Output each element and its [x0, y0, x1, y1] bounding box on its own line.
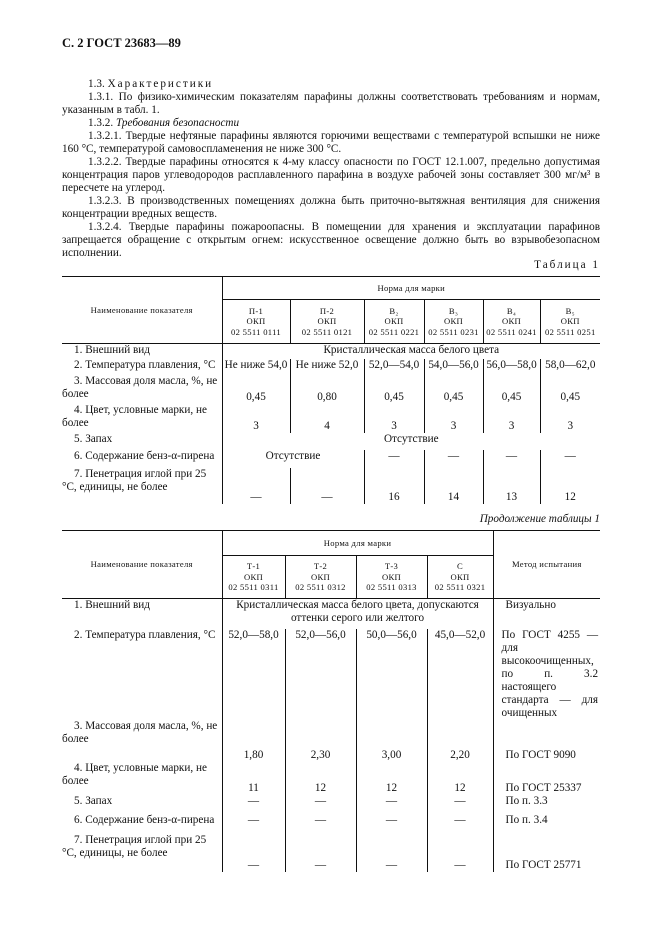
paragraph-1-3-2-4: 1.3.2.4. Твердые парафины пожароопасны. В помещении для хранения и эксплуатации парафинов запрещается обращение с открытым огнем: искусственное освещение должно быть во взрывобезопасном исполнении.	[62, 221, 600, 259]
grade-okp-label: ОКП	[381, 571, 402, 582]
grade-header	[483, 300, 540, 344]
table-row	[62, 450, 600, 468]
paragraph-1-3-2-2: 1.3.2.2. Твердые парафины относятся к 4-му классу опасности по ГОСТ 12.1.007, предельно допустимая концентрация паров углеводородов расплавленного парафина в воздухе рабочей зоны составляет 300 мг/м³ в пересчете на углерод.	[62, 156, 600, 194]
table-row	[62, 599, 600, 629]
grade-header	[222, 300, 290, 344]
row-value: 16	[364, 468, 424, 504]
grade-header	[540, 300, 600, 344]
row-value: —	[285, 814, 356, 834]
row-value: 52,0—54,0	[364, 359, 424, 375]
row-value: 12	[285, 762, 356, 795]
row-value: 3,00	[356, 720, 427, 762]
row-value: 12	[540, 468, 600, 504]
row-value: —	[424, 450, 483, 468]
grade-name: В₅	[565, 305, 575, 316]
body-text	[62, 78, 600, 260]
grade-okp-code: 02 5511 0312	[295, 582, 346, 593]
row-value: —	[222, 814, 285, 834]
column-header-name: Наименование показателя	[62, 531, 222, 599]
grade-name: В₃	[448, 305, 459, 316]
test-method: По п. 3.4	[493, 814, 600, 834]
paragraph-1-3-2-3: 1.3.2.3. В производственных помещениях должна быть приточно-вытяжная вентиляция для снижения концентрации вредных веществ.	[62, 195, 600, 220]
row-value: —	[427, 834, 493, 872]
grade-name: В₂	[389, 305, 399, 316]
grade-okp-code: 02 5511 0121	[301, 326, 353, 337]
column-header-name: Наименование показателя	[62, 277, 222, 344]
row-value-merged: Отсутствие	[222, 450, 364, 468]
column-header-group: Норма для марки	[222, 277, 600, 300]
row-value: 45,0—52,0	[427, 629, 493, 720]
row-label: 6. Содержание бенз-α-пирена	[74, 449, 215, 462]
row-label: 7. Пенетрация иглой при 25 °С, единицы, не более	[62, 833, 207, 859]
row-label: 1. Внешний вид	[74, 344, 150, 356]
grade-okp-label: ОКП	[310, 571, 331, 582]
row-label: 4. Цвет, условные марки, не более	[62, 761, 207, 787]
table1-caption: Таблица 1	[534, 259, 600, 271]
row-label: 2. Температура плавления, °С	[74, 358, 216, 371]
grade-header	[356, 556, 427, 599]
test-method: По п. 3.3	[493, 795, 600, 814]
section-title: Характеристики	[107, 78, 214, 90]
row-value: 50,0—56,0	[356, 629, 427, 720]
grade-name: В₄	[506, 305, 517, 316]
row-value: —	[222, 468, 290, 504]
grade-header	[222, 556, 285, 599]
row-value: —	[483, 450, 540, 468]
row-value: 56,0—58,0	[483, 359, 540, 375]
row-value: 3	[364, 404, 424, 433]
table-row	[62, 375, 600, 404]
row-value: —	[290, 468, 364, 504]
row-value: —	[364, 450, 424, 468]
grade-okp-code: 02 5511 0313	[366, 582, 417, 593]
section-number: 1.3.2.	[88, 117, 114, 129]
row-value: 1,80	[222, 720, 285, 762]
table-1	[62, 276, 600, 504]
grade-okp-label: ОКП	[443, 316, 464, 327]
table-row	[62, 404, 600, 433]
grade-okp-label: ОКП	[317, 316, 337, 327]
test-method: По ГОСТ 25337	[493, 762, 600, 795]
page-header: С. 2 ГОСТ 23683—89	[62, 36, 181, 50]
column-header-group: Норма для марки	[222, 531, 493, 556]
row-value: 0,45	[364, 375, 424, 404]
section-1-3-2	[62, 117, 600, 130]
table-1-continued	[62, 530, 600, 872]
grade-name: С	[457, 561, 464, 572]
grade-name: Т-2	[313, 561, 328, 572]
row-value: 0,45	[483, 375, 540, 404]
row-label: 6. Содержание бенз-α-пирена	[74, 813, 215, 826]
table-row	[62, 344, 600, 359]
grade-header	[427, 556, 493, 599]
row-value: 52,0—58,0	[222, 629, 285, 720]
grade-name: Т-3	[384, 561, 399, 572]
section-number: 1.3.	[88, 78, 105, 90]
grade-header	[285, 556, 356, 599]
row-value-merged: Кристаллическая масса белого цвета	[222, 344, 600, 359]
grade-okp-code: 02 5511 0231	[428, 326, 479, 337]
row-value: 12	[356, 762, 427, 795]
row-label: 3. Массовая доля масла, %, не более	[62, 374, 218, 400]
table-row	[62, 795, 600, 814]
row-value: 2,30	[285, 720, 356, 762]
grade-okp-code: 02 5511 0111	[231, 326, 281, 337]
table-row	[62, 468, 600, 504]
table-row	[62, 629, 600, 720]
grade-name: П-2	[319, 305, 335, 316]
row-value-merged: Отсутствие	[222, 433, 600, 450]
section-1-3	[62, 78, 600, 91]
row-value: —	[222, 795, 285, 814]
row-value: Не ниже 54,0	[222, 359, 290, 375]
row-value-merged: Кристаллическая масса белого цвета, допускаются оттенки серого или желтого	[222, 599, 493, 629]
row-value: 13	[483, 468, 540, 504]
grade-okp-label: ОКП	[450, 571, 470, 582]
row-value: —	[427, 814, 493, 834]
row-label: 3. Массовая доля масла, %, не более	[62, 719, 218, 745]
row-value: 3	[483, 404, 540, 433]
column-header-method: Метод испытания	[493, 531, 600, 599]
grade-name: П-1	[248, 305, 264, 316]
row-label: 4. Цвет, условные марки, не более	[62, 403, 207, 429]
section-title: Требования безопасности	[115, 117, 240, 129]
grade-header	[364, 300, 424, 344]
grade-okp-code: 02 5511 0311	[228, 582, 279, 593]
grade-okp-label: ОКП	[243, 571, 264, 582]
table-row	[62, 433, 600, 450]
grade-okp-code: 02 5511 0251	[545, 326, 596, 337]
grade-okp-label: ОКП	[384, 316, 404, 327]
row-value: —	[285, 795, 356, 814]
row-value: —	[427, 795, 493, 814]
row-value: 0,80	[290, 375, 364, 404]
table2-caption: Продолжение таблицы 1	[479, 513, 600, 525]
row-label: 5. Запах	[74, 432, 113, 445]
row-value: —	[222, 834, 285, 872]
row-value: 0,45	[222, 375, 290, 404]
grade-name: Т-1	[246, 561, 261, 572]
row-label: 5. Запах	[74, 794, 113, 807]
row-value: 58,0—62,0	[540, 359, 600, 375]
test-method: По ГОСТ 4255 — для высокоочищенных, по п. 3.2 настоящего стандарта — для очищенных	[493, 629, 600, 720]
row-label: 7. Пенетрация иглой при 25 °С, единицы, не более	[62, 467, 207, 493]
paragraph-1-3-1: 1.3.1. По физико-химическим показателям парафины должны соответствовать требованиям и нормам, указанным в табл. 1.	[62, 91, 600, 116]
table-row	[62, 814, 600, 834]
row-value: —	[356, 814, 427, 834]
grade-okp-label: ОКП	[246, 316, 266, 327]
row-value: 4	[290, 404, 364, 433]
row-value: 0,45	[540, 375, 600, 404]
row-value: 3	[540, 404, 600, 433]
table-row	[62, 720, 600, 762]
table-row	[62, 762, 600, 795]
grade-okp-label: ОКП	[560, 316, 580, 327]
row-value: 14	[424, 468, 483, 504]
table-row	[62, 834, 600, 872]
row-value: 2,20	[427, 720, 493, 762]
row-value: —	[540, 450, 600, 468]
row-value: 12	[427, 762, 493, 795]
test-method: Визуально	[493, 599, 600, 629]
test-method: По ГОСТ 25771	[493, 834, 600, 872]
row-value: —	[356, 795, 427, 814]
row-value: 0,45	[424, 375, 483, 404]
row-value: —	[285, 834, 356, 872]
row-label: 2. Температура плавления, °С	[74, 628, 216, 641]
paragraph-1-3-2-1: 1.3.2.1. Твердые нефтяные парафины являются горючими веществами с температурой вспышки не ниже 160 °С, температурой самовоспламенения не ниже 300 °С.	[62, 130, 600, 155]
row-value: 54,0—56,0	[424, 359, 483, 375]
row-value: 3	[424, 404, 483, 433]
table-row	[62, 359, 600, 375]
grade-header	[290, 300, 364, 344]
grade-okp-label: ОКП	[501, 316, 522, 327]
grade-okp-code: 02 5511 0241	[486, 326, 537, 337]
row-value: Не ниже 52,0	[290, 359, 364, 375]
row-label: 1. Внешний вид	[74, 599, 150, 611]
test-method: По ГОСТ 9090	[493, 720, 600, 762]
row-value: —	[356, 834, 427, 872]
row-value: 3	[222, 404, 290, 433]
grade-okp-code: 02 5511 0221	[368, 326, 420, 337]
grade-header	[424, 300, 483, 344]
row-value: 11	[222, 762, 285, 795]
row-value: 52,0—56,0	[285, 629, 356, 720]
grade-okp-code: 02 5511 0321	[434, 582, 486, 593]
